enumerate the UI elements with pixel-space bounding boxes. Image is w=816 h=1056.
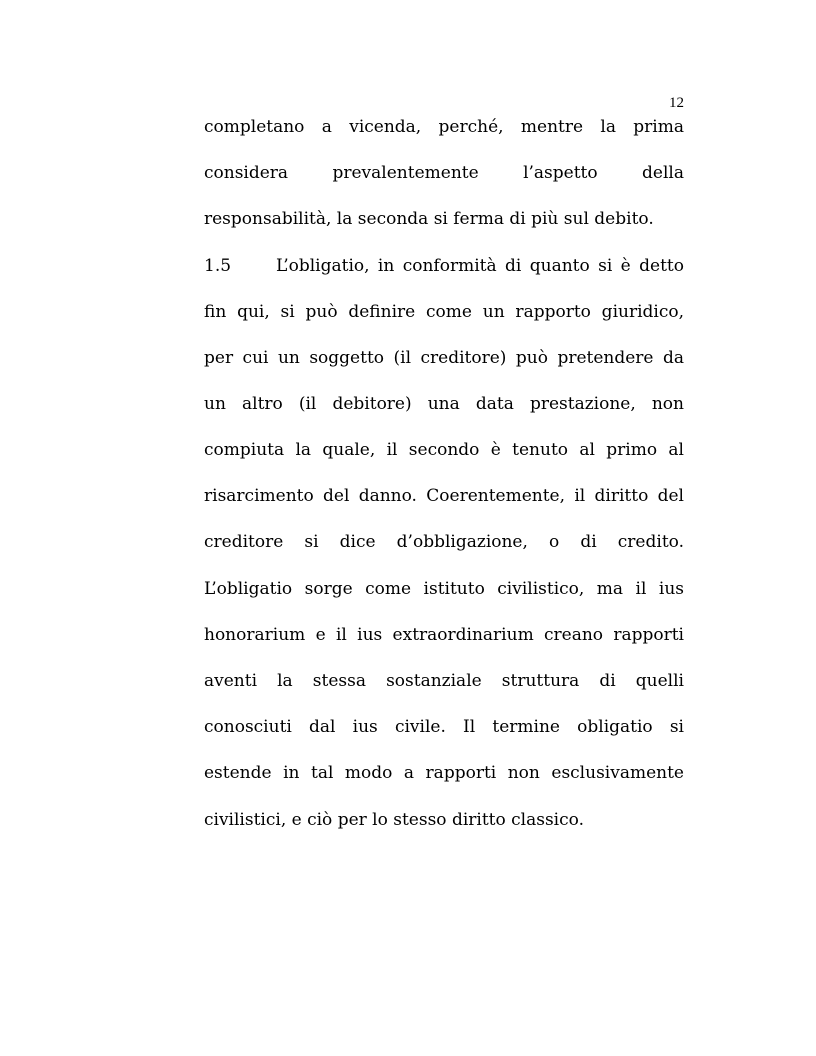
text-line: creditore si dice d’obbligazione, o di credito.	[204, 532, 684, 552]
section-number: 1.5	[204, 256, 232, 276]
text-line: completano a vicenda, perché, mentre la prima	[204, 117, 684, 137]
section-heading-line	[204, 256, 684, 276]
section-first-line: L’obligatio, in conformità di quanto si è detto	[276, 256, 684, 276]
text-line: aventi la stessa sostanziale struttura di quelli	[204, 671, 684, 691]
text-line: considera prevalentemente l’aspetto della	[204, 163, 684, 183]
page-number: 12	[669, 95, 684, 111]
text-line: conosciuti dal ius civile. Il termine obligatio si	[204, 717, 684, 737]
text-line: estende in tal modo a rapporti non esclusivamente	[204, 763, 684, 783]
text-line: un altro (il debitore) una data prestazione, non	[204, 394, 684, 414]
text-line: per cui un soggetto (il creditore) può pretendere da	[204, 348, 684, 368]
text-line: risarcimento del danno. Coerentemente, il diritto del	[204, 486, 684, 506]
text-line: civilistici, e ciò per lo stesso diritto classico.	[204, 810, 584, 830]
text-line: honorarium e il ius extraordinarium creano rapporti	[204, 625, 684, 645]
text-line: responsabilità, la seconda si ferma di più sul debito.	[204, 209, 654, 229]
text-line: L’obligatio sorge come istituto civilistico, ma il ius	[204, 579, 684, 599]
text-line: compiuta la quale, il secondo è tenuto al primo al	[204, 440, 684, 460]
text-line: fin qui, si può definire come un rapporto giuridico,	[204, 302, 684, 322]
